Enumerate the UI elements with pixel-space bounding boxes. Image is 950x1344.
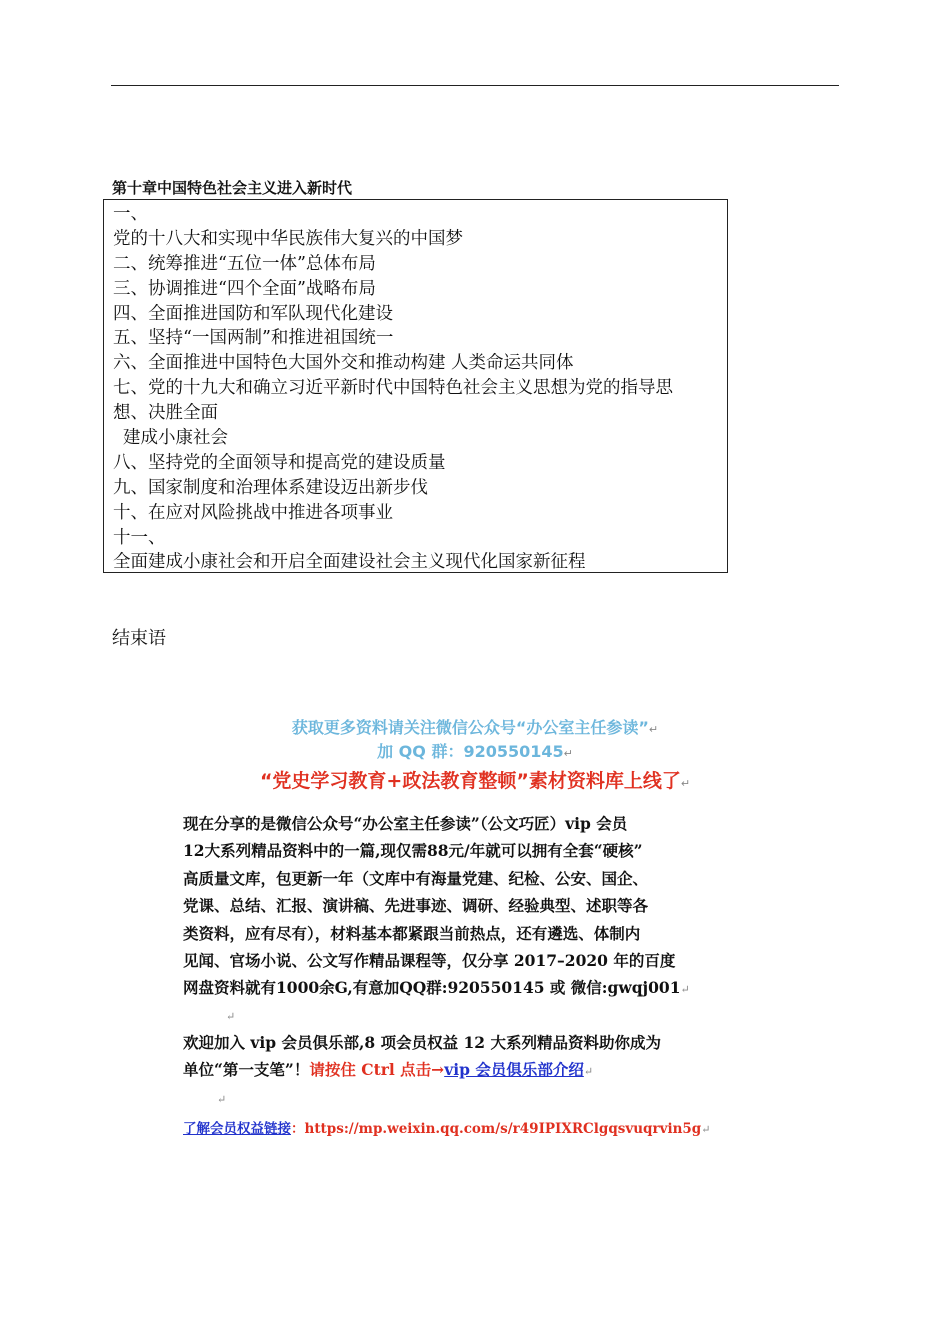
promo-wechat-line: [0, 715, 950, 738]
promo-contact-text: 网盘资料就有1000余G,有意加QQ群:920550145 或 微信:gwqj001: [183, 978, 681, 998]
return-mark-icon: ↵: [680, 777, 691, 790]
chapter-title: 第十章中国特色社会主义进入新时代: [112, 179, 353, 197]
promo-paragraph-line: 现在分享的是微信公众号“办公室主任参读”（公文巧匠）vip 会员: [183, 814, 628, 833]
ctrl-click-hint: 请按住 Ctrl 点击→: [309, 1060, 445, 1080]
header-rule: [111, 85, 839, 86]
outline-item: 三、协调推进“四个全面”战略布局: [113, 278, 376, 299]
outline-item: 一、: [113, 204, 148, 224]
link-colon: ：: [291, 1121, 305, 1137]
promo-qq-text: 加 QQ 群：920550145: [377, 742, 564, 761]
promo-paragraph-line: [183, 974, 743, 1003]
promo-headline: [0, 766, 950, 793]
return-mark-icon: ↵: [648, 723, 659, 736]
promo-paragraph-line: [183, 1056, 743, 1085]
promo-headline-text: “党史学习教育+政法教育整顿”素材资料库上线了: [259, 770, 681, 792]
outline-item: 五、坚持“一国两制”和推进祖国统一: [113, 328, 394, 349]
outline-item: 八、坚持党的全面领导和提高党的建设质量: [113, 452, 446, 473]
outline-item: 二、统筹推进“五位一体”总体布局: [113, 253, 376, 274]
outline-item: 六、全面推进中国特色大国外交和推动构建 人类命运共同体: [113, 353, 574, 374]
outline-item: 九、国家制度和治理体系建设迈出新步伐: [113, 477, 428, 498]
promo-paragraph-1: [183, 810, 743, 1004]
promo-paragraph-line: 12大系列精品资料中的一篇,现仅需88元/年就可以拥有全套“硬核”: [183, 841, 643, 861]
promo-paragraph-line: 党课、总结、汇报、演讲稿、先进事迹、调研、经验典型、述职等各: [183, 896, 649, 916]
outline-item: 想、决胜全面: [113, 403, 218, 424]
promo-paragraph-line: 欢迎加入 vip 会员俱乐部,8 项会员权益 12 大系列精品资料助你成为: [183, 1033, 661, 1052]
return-mark-icon: ↵: [701, 1123, 711, 1136]
outline-item: 十一、: [113, 527, 166, 548]
member-benefits-url[interactable]: https://mp.weixin.qq.com/s/r49IPIXRClgqsvuqrvin5g: [304, 1121, 702, 1137]
outline-item: 党的十八大和实现中华民族伟大复兴的中国梦: [113, 228, 463, 249]
member-benefits-link-line: [183, 1117, 710, 1137]
vip-club-link[interactable]: vip 会员俱乐部介绍: [444, 1060, 584, 1080]
outline-item: 建成小康社会: [123, 428, 228, 449]
promo-paragraph-line: 高质量文库，包更新一年（文库中有海量党建、纪检、公安、国企、: [183, 868, 649, 888]
return-mark-icon: ↵: [226, 1010, 236, 1023]
return-mark-icon: ↵: [583, 1065, 594, 1079]
promo-slogan-text: 单位“第一支笔”！: [183, 1060, 310, 1080]
outline-item: 七、党的十九大和确立习近平新时代中国特色社会主义思想为党的指导思: [113, 378, 673, 399]
promo-paragraph-line: 类资料，应有尽有），材料基本都紧跟当前热点，还有遴选、体制内: [183, 923, 641, 943]
promo-paragraph-line: 见闻、官场小说、公文写作精品课程等，仅分享 2017–2020 年的百度: [183, 951, 676, 971]
promo-qq-line: [0, 739, 950, 762]
member-benefits-link-label[interactable]: 了解会员权益链接: [183, 1121, 291, 1137]
promo-wechat-text: 获取更多资料请关注微信公众号“办公室主任参读”: [291, 718, 649, 737]
return-mark-icon: ↵: [563, 747, 573, 760]
return-mark-icon: ↵: [217, 1093, 227, 1106]
outline-item: 十、在应对风险挑战中推进各项事业: [113, 502, 393, 523]
return-mark-icon: ↵: [680, 983, 690, 997]
chapter-outline-box: [103, 199, 728, 573]
ending-heading: 结束语: [112, 628, 166, 649]
promo-paragraph-2: [183, 1029, 743, 1086]
outline-item: 四、全面推进国防和军队现代化建设: [113, 303, 393, 324]
outline-item: 全面建成小康社会和开启全面建设社会主义现代化国家新征程: [113, 552, 586, 573]
